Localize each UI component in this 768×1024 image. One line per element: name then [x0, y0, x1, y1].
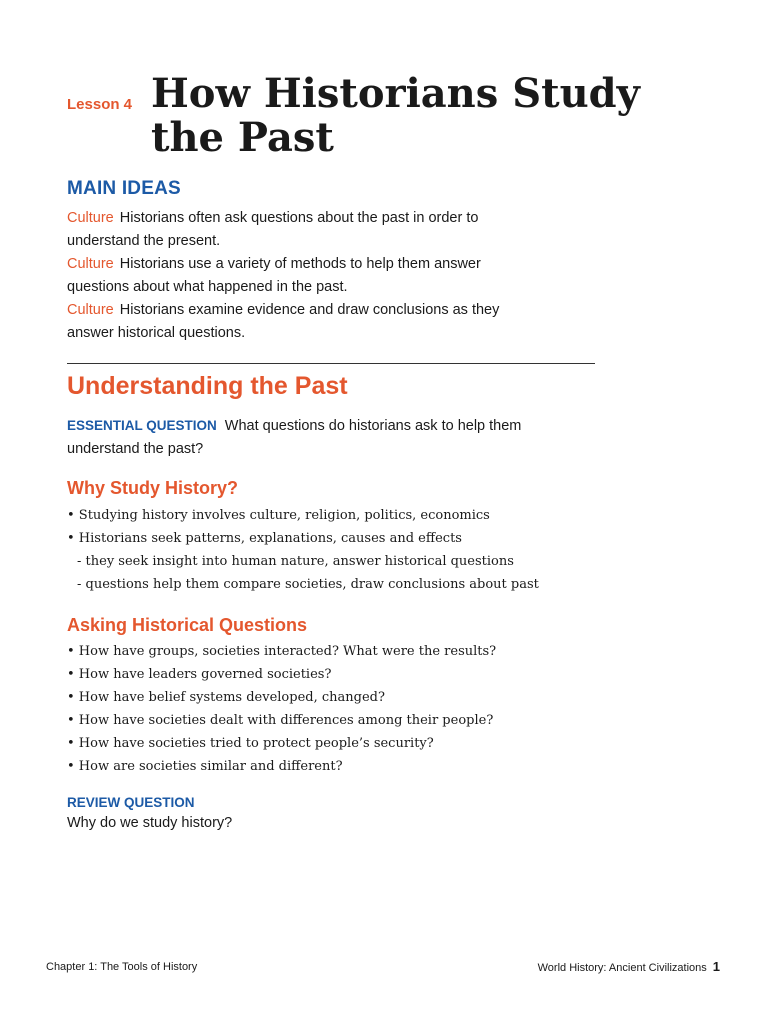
list-item: • How have societies dealt with differences among their people? [67, 713, 494, 728]
section-title: Understanding the Past [67, 372, 348, 400]
review-question-label: REVIEW QUESTION [67, 795, 195, 810]
footer-book-title: World History: Ancient Civilizations [537, 962, 707, 974]
asking-questions-heading: Asking Historical Questions [67, 615, 308, 635]
review-question-text: Why do we study history? [67, 815, 233, 831]
list-item: • How have groups, societies interacted? What were the results? [67, 644, 497, 659]
main-idea-tag: Culture [67, 256, 114, 272]
list-item: • Studying history involves culture, religion, politics, economics [67, 508, 490, 523]
main-idea-tag: Culture [67, 302, 114, 318]
main-idea-tag: Culture [67, 210, 114, 226]
list-item: - they seek insight into human nature, answer historical questions [77, 554, 514, 569]
page-number: 1 [712, 959, 720, 974]
essential-question [67, 414, 557, 461]
main-ideas-heading: MAIN IDEAS [67, 178, 181, 199]
list-item: • How are societies similar and different? [67, 759, 343, 774]
essential-question-label: ESSENTIAL QUESTION [67, 418, 217, 433]
list-item: - questions help them compare societies, draw conclusions about past [77, 577, 539, 592]
list-item: • How have societies tried to protect people’s security? [67, 736, 434, 751]
why-study-list [67, 504, 667, 596]
main-idea-item [67, 299, 537, 345]
main-ideas-list [67, 207, 537, 345]
list-item: • Historians seek patterns, explanations, causes and effects [67, 531, 462, 546]
essential-question-text: What questions do historians ask to help them understand the past? [67, 418, 522, 457]
main-idea-text: Historians examine evidence and draw conclusions as they answer historical questions. [67, 302, 500, 341]
why-study-heading: Why Study History? [67, 478, 239, 498]
list-item: • How have leaders governed societies? [67, 667, 332, 682]
section-divider [67, 363, 595, 364]
main-idea-text: Historians often ask questions about the past in order to understand the present. [67, 210, 479, 249]
lesson-title: How Historians Study the Past [151, 70, 640, 161]
main-idea-item [67, 207, 537, 253]
list-item: • How have belief systems developed, changed? [67, 690, 385, 705]
footer-chapter: Chapter 1: The Tools of History [46, 961, 198, 973]
main-idea-text: Historians use a variety of methods to help them answer questions about what happened in the past. [67, 256, 481, 295]
footer-book [538, 959, 720, 974]
main-idea-item [67, 253, 537, 299]
lesson-label: Lesson 4 [67, 96, 133, 113]
asking-questions-list [67, 640, 667, 778]
